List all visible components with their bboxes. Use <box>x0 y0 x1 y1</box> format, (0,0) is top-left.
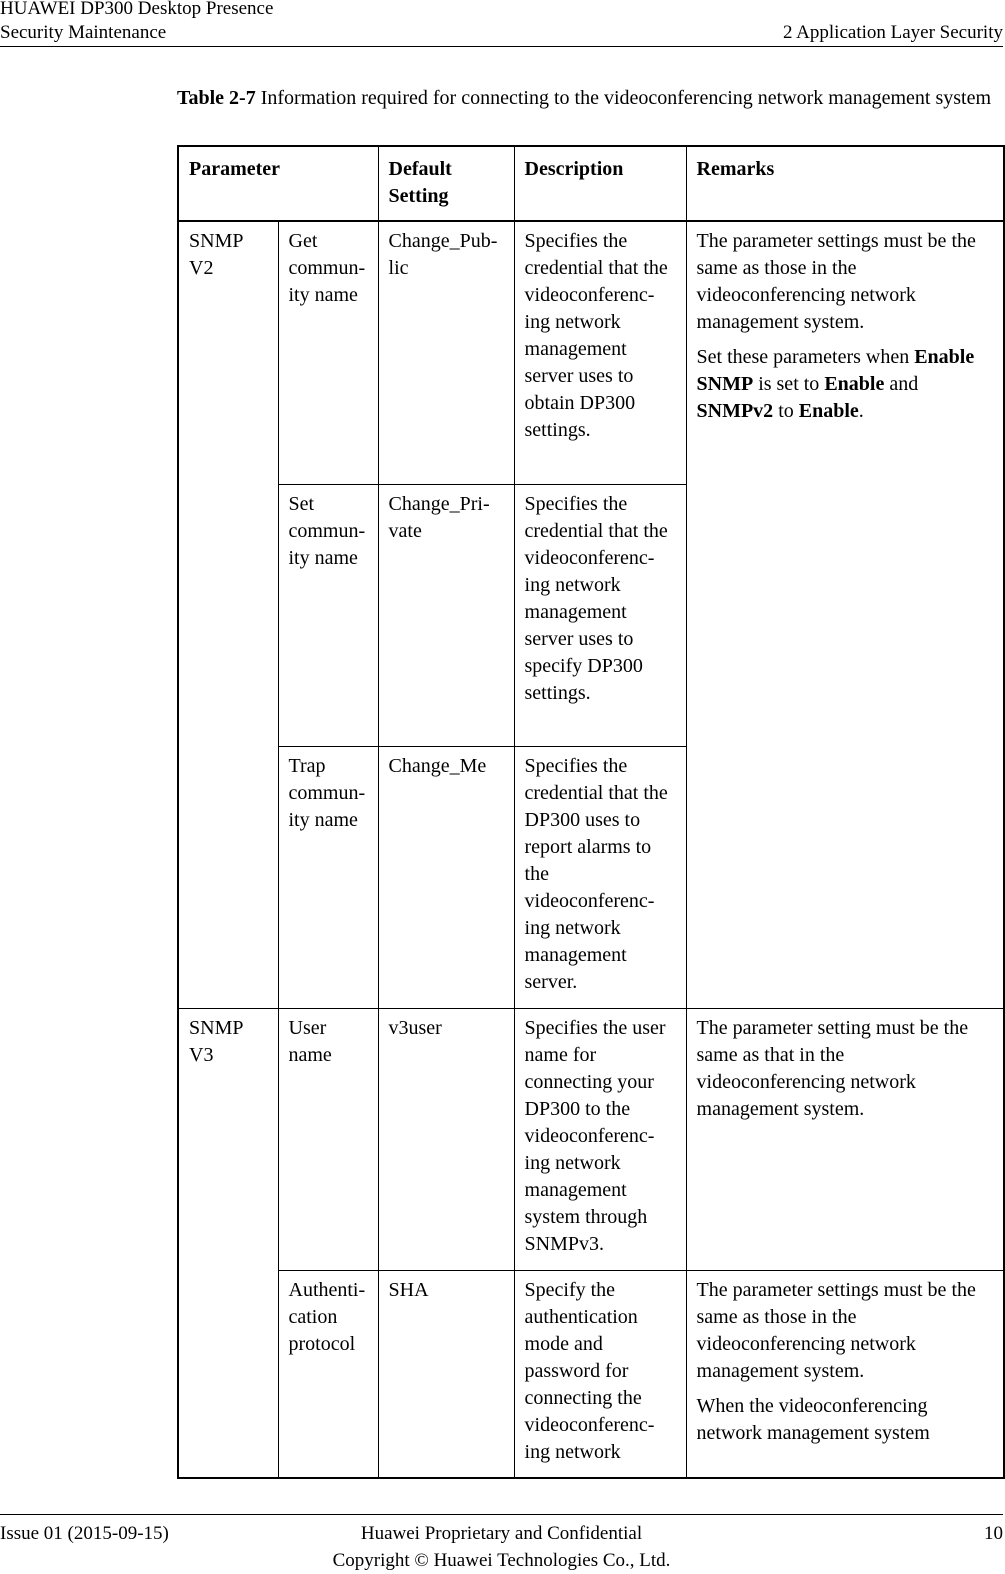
table-row <box>178 1008 1004 1270</box>
table-caption <box>177 85 1003 112</box>
remarks-paragraph: The parameter setting must be the same as that in the videoconferencing network management system. <box>696 1016 969 1120</box>
param-default: v3user <box>378 1008 514 1270</box>
remarks-snmpv2 <box>686 221 1004 1008</box>
remarks-emphasis: Enable <box>798 400 859 422</box>
param-name: Set community name <box>278 484 378 746</box>
param-name: Get community name <box>278 221 378 484</box>
remarks-emphasis: SNMPv2 <box>696 400 774 422</box>
page-footer <box>0 1514 1003 1571</box>
snmp-parameter-table <box>177 145 1005 1479</box>
page-header <box>0 0 1003 47</box>
param-default: Change_Public <box>378 221 514 484</box>
remarks-paragraph: When the videoconferencing network management system <box>696 1394 930 1444</box>
footer-page-number: 10 <box>984 1523 1003 1544</box>
param-description: Specifies the credential that the videoconferenc-ing network management server uses to specify DP300 settings. <box>514 484 686 746</box>
header-remarks: Remarks <box>686 146 1004 221</box>
table-header-row <box>178 146 1004 221</box>
header-product: HUAWEI DP300 Desktop Presence <box>0 0 274 19</box>
header-parameter: Parameter <box>178 146 378 221</box>
param-default: SHA <box>378 1270 514 1478</box>
footer-copyright: Copyright © Huawei Technologies Co., Ltd. <box>332 1550 671 1571</box>
remarks-auth-protocol <box>686 1270 1004 1478</box>
param-default: Change_Private <box>378 484 514 746</box>
group-snmpv2: SNMP V2 <box>178 221 278 1008</box>
table-caption-text: Information required for connecting to the videoconferencing network management system <box>255 87 992 109</box>
remarks-emphasis: Enable <box>824 373 885 395</box>
remarks-user-name <box>686 1008 1004 1270</box>
remarks-text: and <box>884 373 919 395</box>
remarks-text: Set these parameters when <box>696 346 915 368</box>
param-name: Authentication protocol <box>278 1270 378 1478</box>
param-description: Specifies the credential that the DP300 uses to report alarms to the videoconferenc-ing network management server. <box>514 746 686 1008</box>
param-name: User name <box>278 1008 378 1270</box>
remarks-paragraph: The parameter settings must be the same as those in the videoconferencing network management system. <box>696 230 976 333</box>
remarks-paragraph <box>697 344 996 425</box>
param-description: Specifies the user name for connecting your DP300 to the videoconferenc-ing network management system through SNMPv3. <box>514 1008 686 1270</box>
remarks-paragraph: The parameter settings must be the same as those in the videoconferencing network management system. <box>696 1278 976 1382</box>
header-section: Security Maintenance <box>0 22 167 43</box>
footer-center <box>0 1520 1003 1574</box>
param-name: Trap community name <box>278 746 378 1008</box>
table-row <box>178 1270 1004 1478</box>
footer-issue: Issue 01 (2015-09-15) <box>0 1523 169 1544</box>
footer-confidential: Huawei Proprietary and Confidential <box>360 1523 643 1544</box>
header-chapter: 2 Application Layer Security <box>782 22 1003 43</box>
remarks-text: to <box>773 400 799 422</box>
table-caption-label: Table 2-7 <box>177 87 256 109</box>
param-description: Specify the authentication mode and password for connecting the videoconferenc-ing network <box>514 1270 686 1478</box>
group-snmpv3: SNMP V3 <box>178 1008 278 1478</box>
remarks-text: is set to <box>753 373 825 395</box>
param-description: Specifies the credential that the videoconferenc-ing network management server uses to obtain DP300 settings. <box>514 221 686 484</box>
remarks-text: . <box>858 400 864 422</box>
header-default-setting: Default Setting <box>378 146 514 221</box>
header-description: Description <box>514 146 686 221</box>
remarks-emphasis: Enable SNMP <box>696 346 975 395</box>
param-default: Change_Me <box>378 746 514 1008</box>
table-row <box>178 221 1004 484</box>
